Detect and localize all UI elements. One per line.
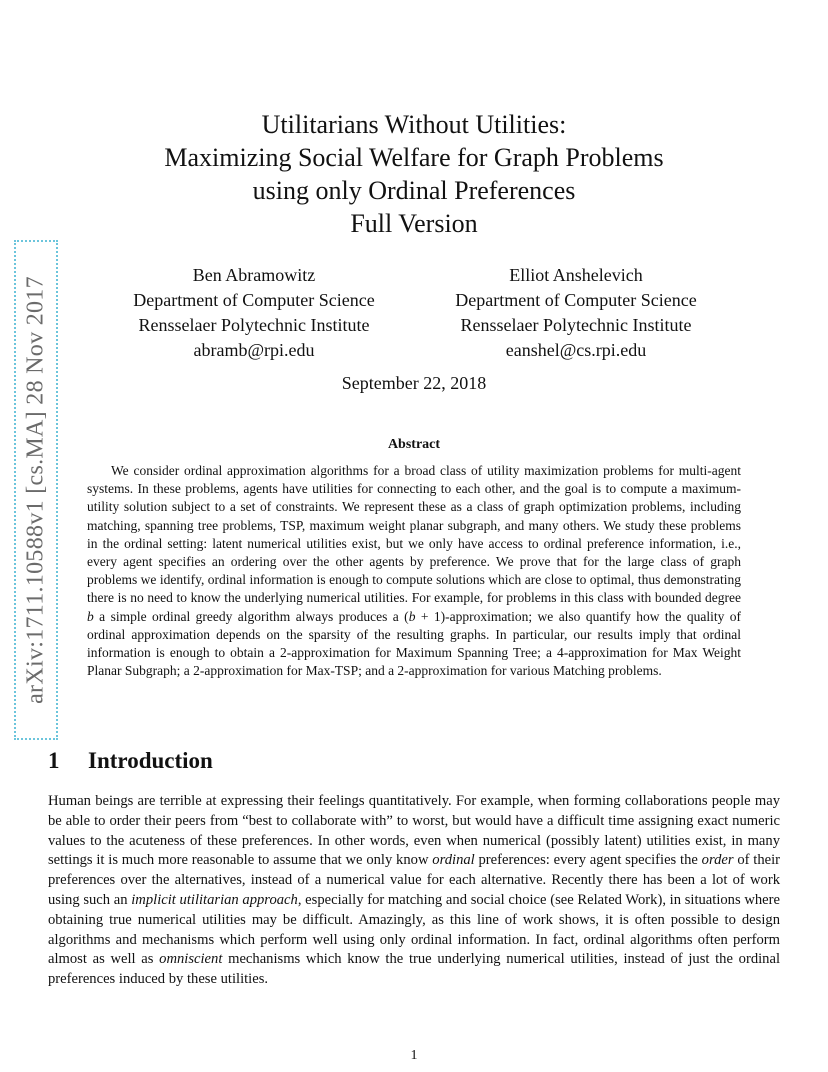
author-institution: Rensselaer Polytechnic Institute: [460, 315, 692, 335]
abstract-part-1: We consider ordinal approximation algorithms for a broad class of utility maximization problems for multi-agent systems. In these problems, agents have utilities for connecting to each other, and the goal is to compute a maximum-utility solution subject to a set of constraints. We represent these as a class of graph optimization problems, including matching, spanning tree problems, TSP, maximum weight planar subgraph, and many others. We study these problems in the ordinal setting: latent numerical utilities exist, but we only have access to ordinal preference information, i.e., every agent specifies an ordering over the other agents by preference. We prove that for the large class of graph problems we identify, ordinal information is enough to compute solutions which are close to optimal, thus demonstrating there is no need to know the underlying numerical utilities. For example, for problems in this class with bounded degree: [87, 463, 741, 606]
abstract-text: [87, 462, 741, 680]
author-department: Department of Computer Science: [455, 290, 697, 310]
intro-emphasis: omniscient: [159, 951, 223, 968]
author-email: abramb@rpi.edu: [193, 340, 315, 360]
author-block-2: [426, 263, 726, 363]
math-var-b: b: [408, 608, 416, 624]
title-line-2: Maximizing Social Welfare for Graph Problems: [164, 143, 664, 172]
intro-text: Human beings are terrible at expressing their feelings quantitatively. For example, when forming collaborations people may be able to order their peers from “best to collaborate with” to worst, but would have a difficult time assigning exact numeric values to the acuteness of these preferences. In other words, even when numerical (possibly latent) utilities exist, in many settings it is much more reasonable to assume that we only know: [48, 793, 780, 869]
intro-text: , especially for matching and social choice (see Related Work), in situations where obtaining true numerical utilities may be difficult. Amazingly, as this line of work shows, it is often possible to design algorithms and mechanisms which perform well using only ordinal information. In fact, ordinal algorithms often perform almost as well as: [48, 891, 780, 968]
math-var-b: b: [87, 608, 94, 624]
intro-text: mechanisms which know the true underlying numerical utilities, instead of just the ordinal preferences induced by these utilities.: [48, 951, 780, 988]
intro-emphasis: implicit utilitarian approach: [131, 891, 298, 908]
title-line-1: Utilitarians Without Utilities:: [261, 110, 567, 139]
author-block-1: [104, 263, 404, 363]
title-line-3: using only Ordinal Preferences: [252, 176, 576, 205]
section-number: 1: [48, 748, 60, 773]
author-institution: Rensselaer Polytechnic Institute: [138, 315, 370, 335]
page-number: 1: [410, 1048, 418, 1063]
intro-emphasis: order: [701, 852, 734, 869]
intro-text: preferences: every agent specifies the: [474, 852, 702, 869]
author-email: eanshel@cs.rpi.edu: [505, 340, 647, 360]
section-title: Introduction: [88, 748, 213, 773]
intro-text: of their preferences over the alternatives, instead of a numerical value for each alternative. Recently there has been a lot of work using such an: [48, 852, 781, 908]
abstract-part-2: a simple ordinal greedy algorithm always produces a (: [93, 608, 409, 624]
paper-title: [0, 108, 828, 240]
abstract-heading: Abstract: [387, 437, 441, 452]
author-name: Elliot Anshelevich: [509, 265, 643, 285]
paper-date: September 22, 2018: [341, 373, 487, 393]
author-department: Department of Computer Science: [133, 290, 375, 310]
abstract-part-3: + 1)-approximation; we also quantify how the quality of ordinal approximation depends on the sparsity of the resulting graphs. In particular, our results imply that ordinal information is enough to obtain a 2-approximation for Maximum Spanning Tree; a 4-approximation for Max Weight Planar Subgraph; a 2-approximation for Max-TSP; and a 2-approximation for various Matching problems.: [87, 608, 741, 679]
intro-paragraph: [48, 792, 780, 990]
title-line-4: Full Version: [350, 209, 478, 238]
author-name: Ben Abramowitz: [192, 265, 316, 285]
arxiv-identifier: arXiv:1711.10588v1 [cs.MA] 28 Nov 2017: [22, 276, 49, 704]
intro-emphasis: ordinal: [432, 852, 475, 869]
section-heading: [48, 748, 213, 774]
